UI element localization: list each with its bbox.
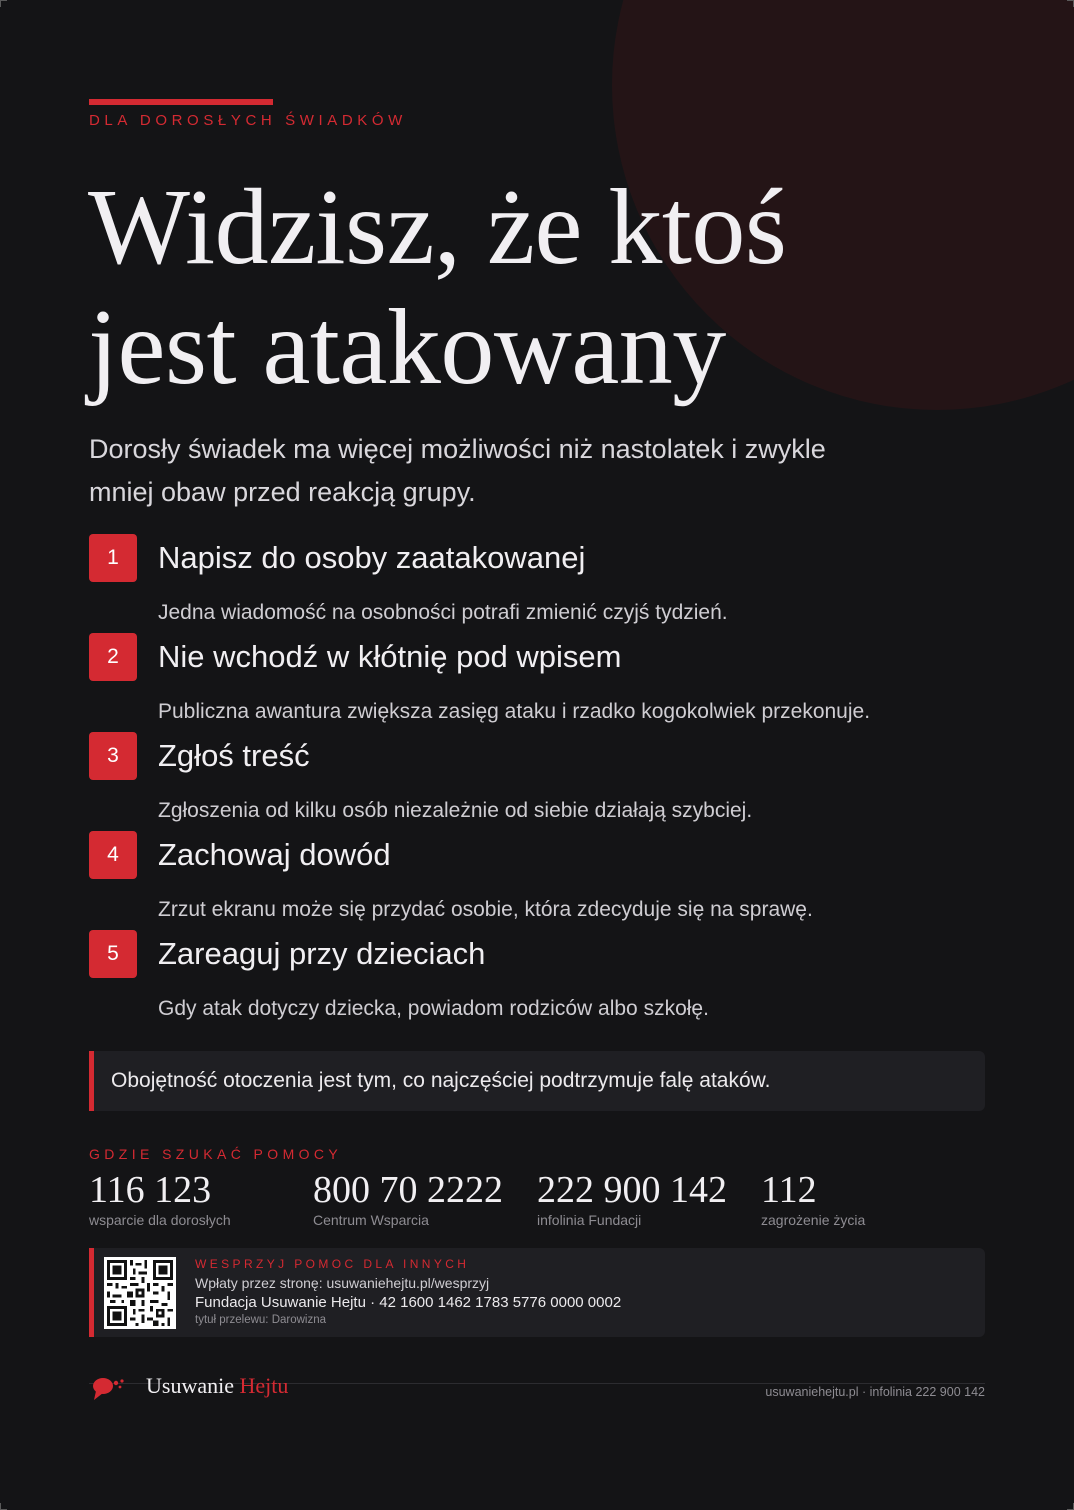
logo-word-usuwanie: Usuwanie xyxy=(146,1373,234,1398)
crop-mark-bottom-left xyxy=(0,1503,7,1510)
headline-line-2: jest atakowany xyxy=(88,288,726,407)
support-donate-link: Wpłaty przez stronę: usuwaniehejtu.pl/wesprzyj xyxy=(195,1275,490,1291)
step-description: Zrzut ekranu może się przydać osobie, która zdecyduje się na sprawę. xyxy=(158,898,813,921)
step-title: Napisz do osoby zaatakowanej xyxy=(158,540,586,575)
accent-bar xyxy=(89,99,273,105)
step-description: Publiczna awantura zwiększa zasięg ataku i rzadko kogokolwiek przekonuje. xyxy=(158,700,871,723)
step-item xyxy=(89,831,989,930)
step-number: 1 xyxy=(89,534,137,582)
crop-mark-top-right xyxy=(1067,0,1074,7)
qr-code[interactable] xyxy=(104,1257,176,1329)
crop-mark-bottom-right xyxy=(1067,1503,1074,1510)
step-number: 4 xyxy=(89,831,137,879)
hotline-item xyxy=(89,1168,309,1228)
step-number: 5 xyxy=(89,930,137,978)
step-description: Gdy atak dotyczy dziecka, powiadom rodziców albo szkołę. xyxy=(158,997,709,1020)
step-item xyxy=(89,930,989,1029)
speech-bubble-logo-icon xyxy=(91,1374,127,1404)
step-title: Zareaguj przy dzieciach xyxy=(158,936,486,971)
hotline-item xyxy=(313,1168,533,1228)
hotline-label: infolinia Fundacji xyxy=(537,1212,642,1228)
hotline-item xyxy=(537,1168,757,1228)
headline-line-1: Widzisz, że ktoś xyxy=(88,168,787,287)
steps-list xyxy=(89,534,989,1029)
hotline-number: 800 70 2222 xyxy=(313,1169,503,1211)
footer-contact: usuwaniehejtu.pl · infolinia 222 900 142 xyxy=(765,1385,985,1399)
hotline-item xyxy=(761,1168,981,1228)
headline xyxy=(88,168,786,408)
quote-callout: Obojętność otoczenia jest tym, co najczęściej podtrzymuje falę ataków. xyxy=(89,1051,985,1111)
lead-paragraph: Dorosły świadek ma więcej możliwości niż nastolatek i zwykle mniej obaw przed reakcją grupy. xyxy=(89,434,826,507)
step-number: 2 xyxy=(89,633,137,681)
step-description: Zgłoszenia od kilku osób niezależnie od siebie działają szybciej. xyxy=(158,799,753,822)
step-item xyxy=(89,732,989,831)
hotline-label: zagrożenie życia xyxy=(761,1212,866,1228)
step-number: 3 xyxy=(89,732,137,780)
help-section-label: GDZIE SZUKAĆ POMOCY xyxy=(89,1146,343,1162)
qr-code-graphic xyxy=(104,1257,176,1329)
step-title: Zgłoś treść xyxy=(158,738,310,773)
eyebrow-label: DLA DOROSŁYCH ŚWIADKÓW xyxy=(89,112,407,129)
support-panel xyxy=(89,1248,985,1337)
crop-mark-top-left xyxy=(0,0,7,7)
hotline-label: Centrum Wsparcia xyxy=(313,1212,429,1228)
step-item xyxy=(89,534,989,633)
hotline-number: 112 xyxy=(761,1169,817,1211)
support-transfer-title: tytuł przelewu: Darowizna xyxy=(195,1314,327,1326)
step-title: Zachowaj dowód xyxy=(158,837,391,872)
hotline-label: wsparcie dla dorosłych xyxy=(89,1212,231,1228)
step-description: Jedna wiadomość na osobności potrafi zmienić czyjś tydzień. xyxy=(158,601,728,624)
hotline-number: 222 900 142 xyxy=(537,1169,727,1211)
support-label: WESPRZYJ POMOC DLA INNYCH xyxy=(195,1257,470,1271)
step-title: Nie wchodź w kłótnię pod wpisem xyxy=(158,639,622,674)
support-bank-account: Fundacja Usuwanie Hejtu · 42 1600 1462 1783 5776 0000 0002 xyxy=(195,1294,622,1311)
logo-wordmark xyxy=(146,1373,288,1399)
step-item xyxy=(89,633,989,732)
logo-word-hejtu: Hejtu xyxy=(239,1373,289,1398)
hotline-number: 116 123 xyxy=(89,1169,212,1211)
